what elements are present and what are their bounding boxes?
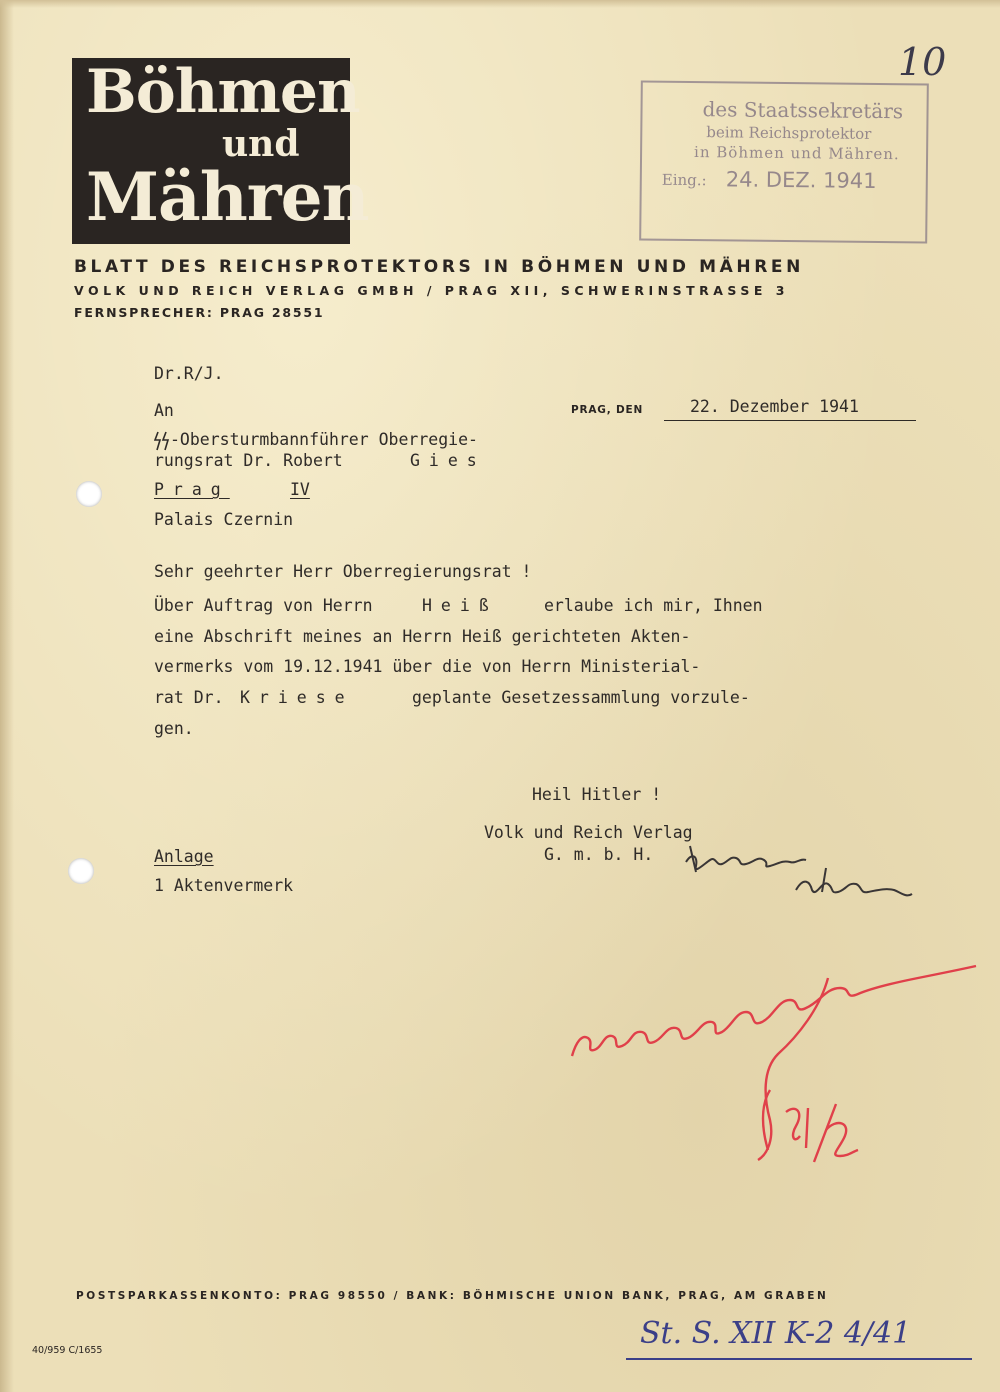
logo-word-boehmen: Böhmen bbox=[86, 57, 360, 127]
recipient-line: -Obersturmbannführer Oberregie- bbox=[170, 430, 478, 449]
letterhead-phone: FERNSPRECHER: PRAG 28551 bbox=[74, 305, 325, 320]
file-reference-underline bbox=[626, 1358, 972, 1360]
recipient-district: IV bbox=[290, 480, 310, 499]
letterhead-publisher: VOLK UND REICH VERLAG GMBH / PRAG XII, SCHWERINSTRASSE 3 bbox=[74, 283, 789, 298]
folio-number: 10 bbox=[898, 40, 947, 84]
recipient-surname: Gies bbox=[410, 451, 486, 470]
closing: Heil Hitler ! bbox=[532, 785, 662, 804]
form-number: 40/959 C/1655 bbox=[32, 1345, 103, 1356]
body-line: Über Auftrag von Herrn bbox=[154, 596, 373, 615]
recipient-line: rungsrat Dr. Robert bbox=[154, 451, 343, 470]
body-name-kriese: Kriese bbox=[240, 688, 354, 707]
body-line: erlaube ich mir, Ihnen bbox=[544, 596, 763, 615]
logo-word-und: und bbox=[222, 123, 300, 165]
body-line: eine Abschrift meines an Herrn Heiß gerichteten Akten- bbox=[154, 627, 691, 646]
file-reference: St. S. XII K-2 4/41 bbox=[640, 1316, 912, 1351]
body-line: vermerks vom 19.12.1941 über die von Herrn Ministerial- bbox=[154, 657, 701, 676]
to-label: An bbox=[154, 401, 174, 420]
footer-bank-details: POSTSPARKASSENKONTO: PRAG 98550 / BANK: BÖHMISCHE UNION BANK, PRAG, AM GRABEN bbox=[76, 1290, 829, 1302]
stamp-line: beim Reichsprotektor bbox=[706, 123, 872, 143]
stamp-line: des Staatssekretärs bbox=[702, 97, 904, 124]
place-label: PRAG, DEN bbox=[571, 404, 644, 416]
body-line: rat Dr. bbox=[154, 688, 224, 707]
logo-word-maehren: Mähren bbox=[86, 158, 369, 236]
stamp-line: in Böhmen und Mähren. bbox=[694, 143, 900, 164]
stamp-received-label: Eing.: bbox=[661, 170, 707, 190]
letter-date: 22. Dezember 1941 bbox=[690, 397, 859, 416]
salutation: Sehr geehrter Herr Oberregierungsrat ! bbox=[154, 562, 532, 581]
body-line: geplante Gesetzessammlung vorzule- bbox=[412, 688, 750, 707]
body-name-heiss: Heiß bbox=[422, 596, 498, 615]
enclosure-item: 1 Aktenvermerk bbox=[154, 876, 294, 895]
recipient-city: Prag bbox=[154, 480, 230, 499]
company-legal-form: G. m. b. H. bbox=[544, 845, 654, 864]
recipient-building: Palais Czernin bbox=[154, 510, 294, 529]
body-line: gen. bbox=[154, 719, 194, 738]
stamp-date: 24. DEZ. 1941 bbox=[725, 167, 877, 193]
letterhead-tagline: BLATT DES REICHSPROTEKTORS IN BÖHMEN UND MÄHREN bbox=[74, 257, 804, 277]
reference-code: Dr.R/J. bbox=[154, 364, 224, 383]
enclosure-label: Anlage bbox=[154, 847, 214, 866]
company-name: Volk und Reich Verlag bbox=[484, 823, 693, 842]
